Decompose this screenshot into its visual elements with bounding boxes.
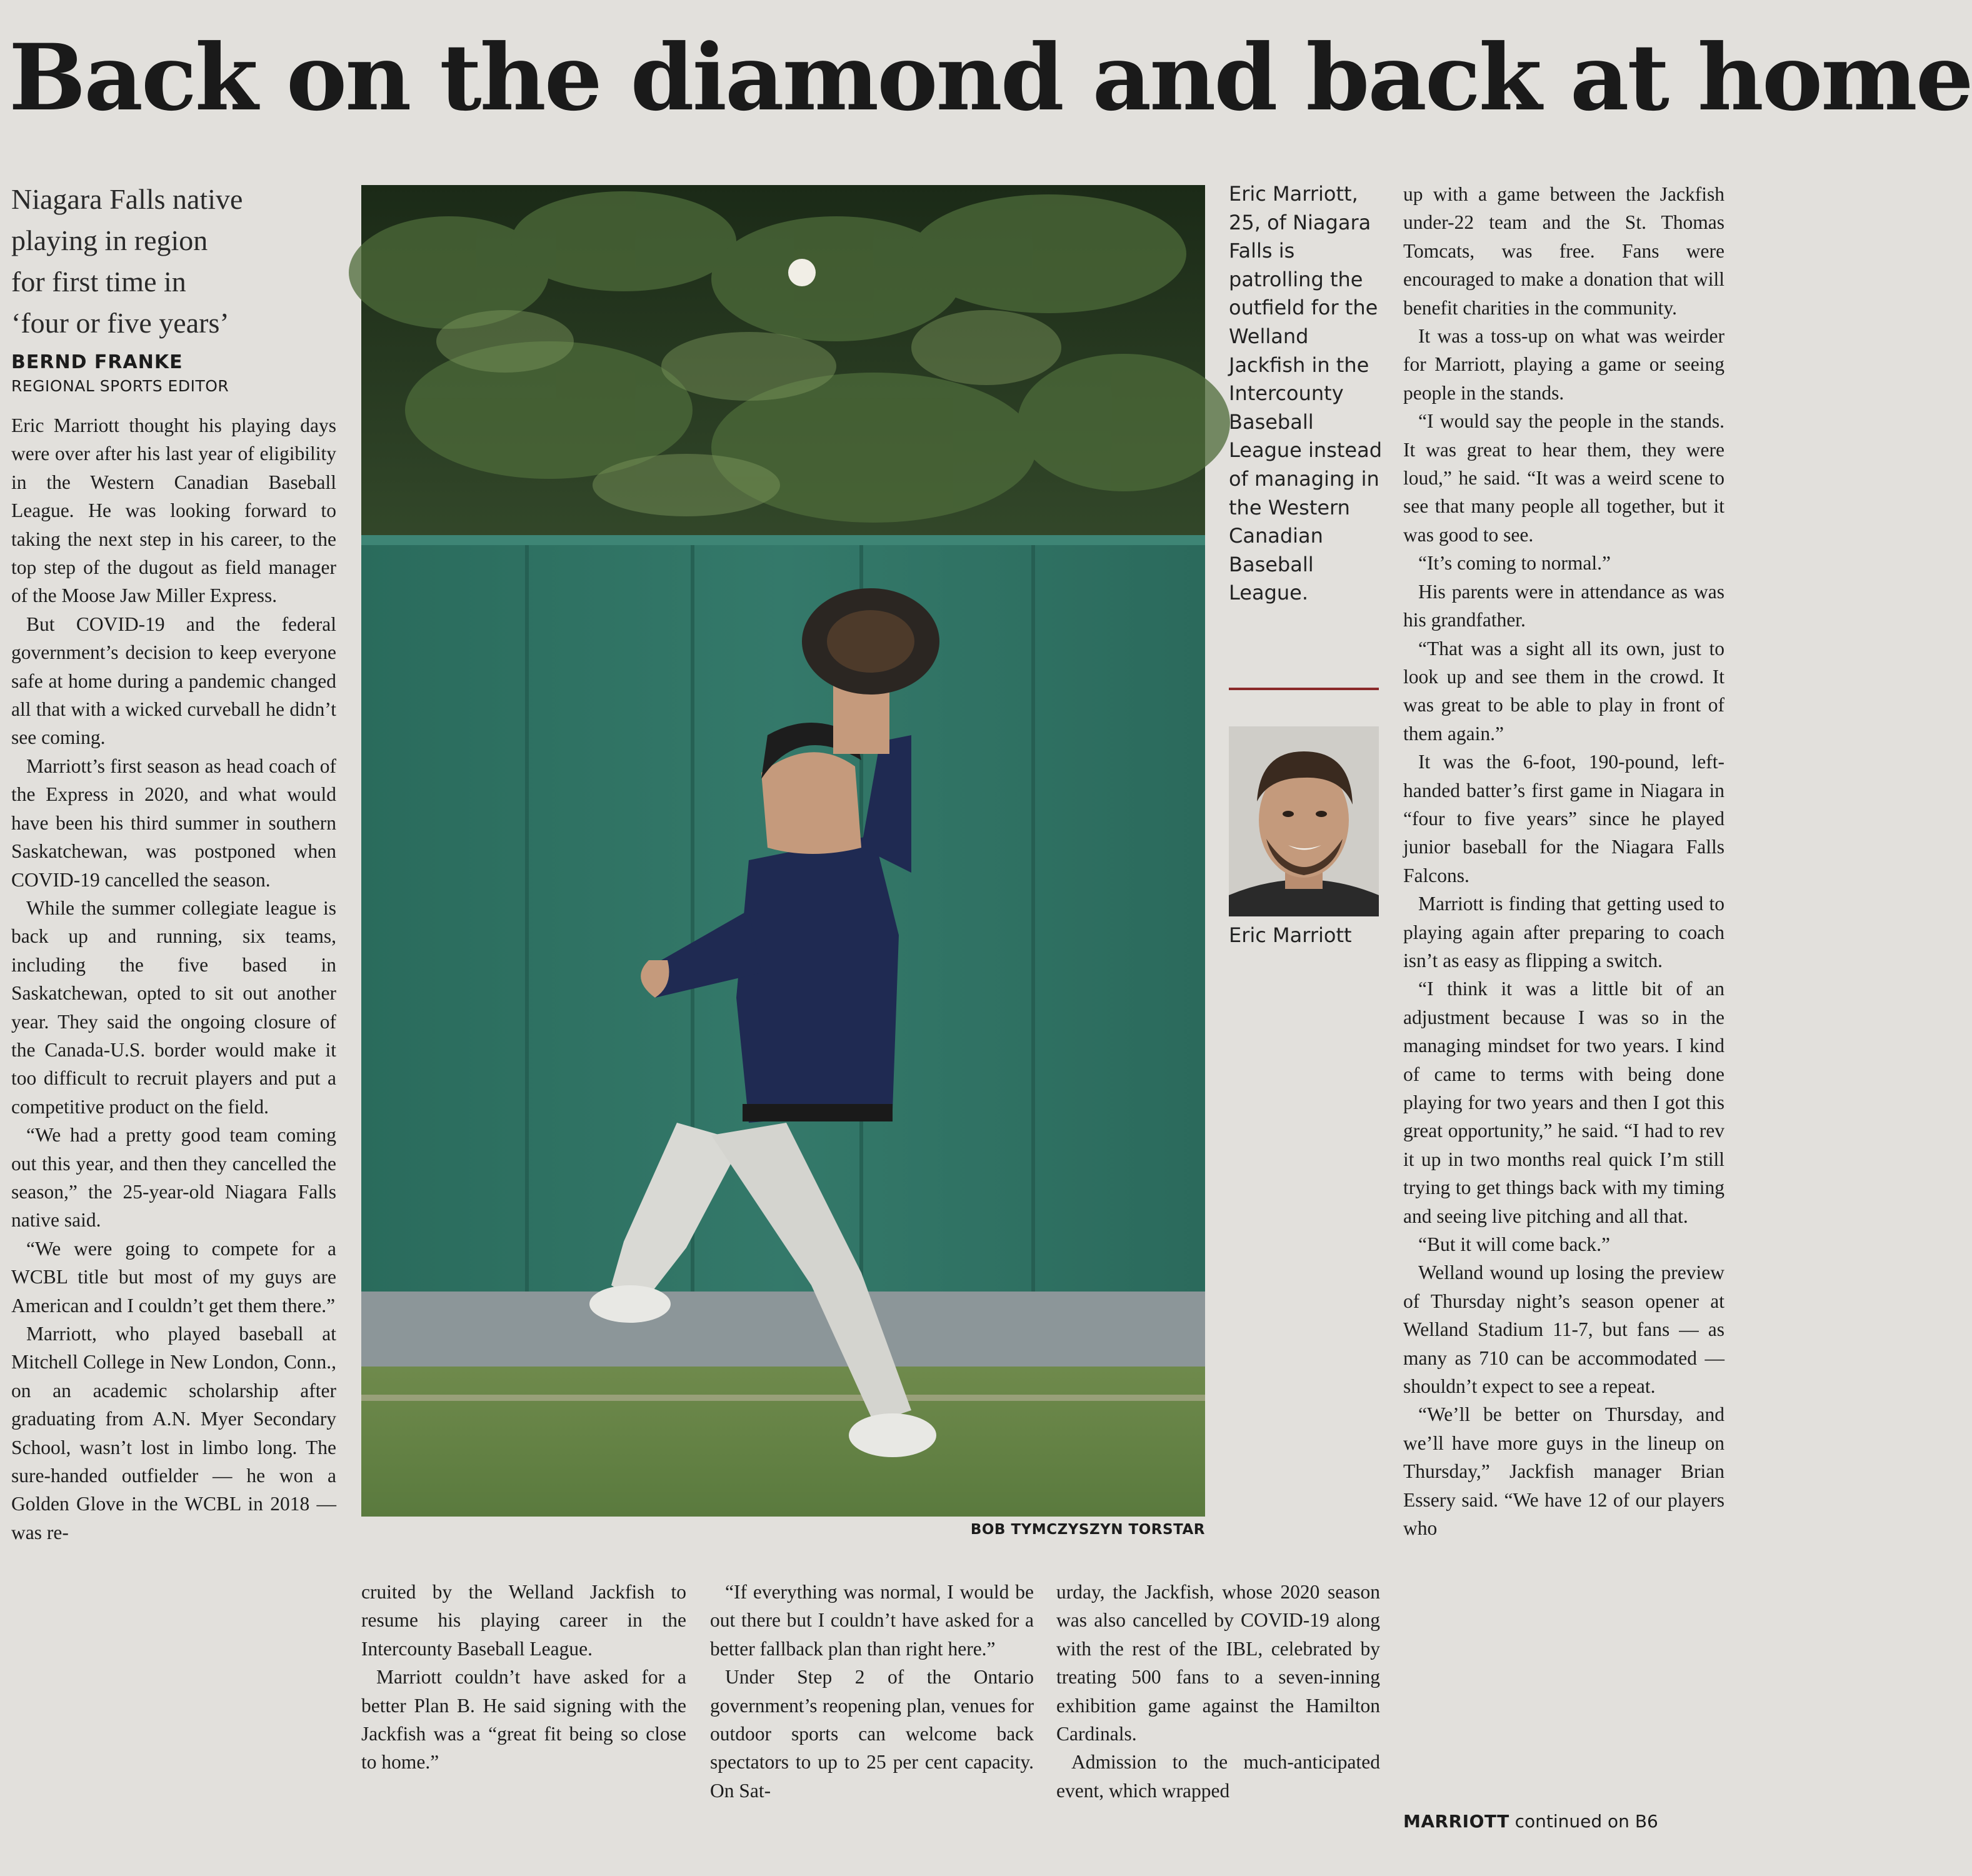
paragraph: Marriott is finding that getting used to playing again after preparing to coach isn’t as easy as flipping a switch.: [1403, 893, 1724, 971]
paragraph: Eric Marriott thought his playing days were over after his last year of eligibility in the Western Canadian Baseball League. He was looking forward to taking the next step in his career, to the top step of the dugout as field manager of the Moose Jaw Miller Express.: [11, 414, 336, 607]
paragraph: Under Step 2 of the Ontario government’s reopening plan, venues for outdoor sports can welcome back spectators to up to 25 per cent capacity. On Sat-: [710, 1666, 1034, 1802]
paragraph: “But it will come back.”: [1418, 1233, 1611, 1256]
article-column-5: [1403, 180, 1724, 1543]
paragraph: urday, the Jackfish, whose 2020 season was also cancelled by COVID-19 along with the rest of the IBL, celebrated by treating 500 fans to a seven-inning exhibition game against the Hamilton Cardinals.: [1056, 1581, 1380, 1745]
paragraph: Marriott’s first season as head coach of the Express in 2020, and what would have been his third summer in southern Saskatchewan, was postponed when COVID-19 cancelled the season.: [11, 755, 336, 891]
paragraph: It was the 6-foot, 190-pound, left-handed batter’s first game in Niagara in “four to five years” since he played junior baseball for the Niagara Falls Falcons.: [1403, 751, 1724, 886]
deck: [11, 179, 349, 344]
paragraph: “If everything was normal, I would be out there but I couldn’t have asked for a better fallback plan than right here.”: [710, 1581, 1034, 1660]
photo-credit: BOB TYMCZYSZYN TORSTAR: [970, 1522, 1205, 1538]
outfielder-catch-photo: [361, 185, 1205, 1517]
jump-text: continued on B6: [1509, 1811, 1658, 1832]
player-headshot: [1229, 726, 1379, 916]
cutline-divider: [1229, 688, 1379, 690]
paragraph: cruited by the Welland Jackfish to resume his playing career in the Intercounty Baseball League.: [361, 1581, 686, 1660]
paragraph: But COVID-19 and the federal government’s decision to keep everyone safe at home during a pandemic changed all that with a wicked curveball he didn’t see coming.: [11, 613, 336, 749]
paragraph: Marriott, who played baseball at Mitchell College in New London, Conn., on an academic scholarship after graduating from A.N. Myer Secondary School, wasn’t lost in limbo long. The sure-handed outfielder — he won a Golden Glove in the WCBL in 2018 — was re-: [11, 1323, 336, 1543]
jump-label: MARRIOTT: [1403, 1811, 1509, 1832]
paragraph: While the summer collegiate league is back up and running, six teams, including the five based in Saskatchewan, opted to sit out another year. They said the ongoing closure of the Canada-U.S. border would make it too difficult to recruit players and put a competitive product on the field.: [11, 896, 336, 1118]
paragraph: “It’s coming to normal.”: [1418, 552, 1611, 574]
continued-jump-line: [1403, 1809, 1728, 1834]
paragraph: “I would say the people in the stands. It was great to hear them, they were loud,” he said. “It was a weird scene to see that many people all together, but it was good to see.: [1403, 410, 1724, 546]
paragraph: “That was a sight all its own, just to look up and see them in the crowd. It was great to be able to play in front of them again.”: [1403, 637, 1724, 745]
photo-cutline: Eric Marriott, 25, of Niagara Falls is patrolling the outfield for the Welland Jackfish in the Intercounty Baseball League instead of managing in the Western Canadian Baseball League.: [1229, 182, 1383, 605]
paragraph: His parents were in attendance as was his grandfather.: [1403, 580, 1724, 631]
paragraph: Welland wound up losing the preview of Thursday night’s season opener at Welland Stadium 11-7, but fans — as many as 710 can be accommodated — shouldn’t expect to see a repeat.: [1403, 1262, 1724, 1398]
paragraph: It was a toss-up on what was weirder for Marriott, playing a game or seeing people in the stands.: [1403, 325, 1724, 404]
paragraph: “I think it was a little bit of an adjustment because I was so in the managing mindset for two years. I kind of came to terms with being done playing for two years and then I got this great opportunity,” he said. “I had to rev it up in two months real quick I’m still trying to get things back with my timing and seeing live pitching and all that.: [1403, 978, 1724, 1227]
article-column-4: [1056, 1578, 1380, 1805]
headline: Back on the diamond and back at home: [9, 24, 1972, 131]
paragraph: Marriott couldn’t have asked for a better Plan B. He said signing with the Jackfish was a “great fit being so close to home.”: [361, 1666, 686, 1773]
byline-name: BERND FRANKE: [11, 351, 183, 373]
byline: [11, 350, 349, 398]
paragraph: “We had a pretty good team coming out this year, and then they cancelled the season,” the 25-year-old Niagara Falls native said.: [11, 1124, 336, 1231]
deck-line: ‘four or five years’: [11, 307, 229, 339]
headshot-caption: Eric Marriott: [1229, 923, 1352, 947]
paragraph: Admission to the much-anticipated event, which wrapped: [1056, 1751, 1380, 1802]
deck-line: Niagara Falls native: [11, 183, 243, 215]
deck-line: playing in region: [11, 224, 208, 256]
paragraph: up with a game between the Jackfish under-22 team and the St. Thomas Tomcats, was free. Fans were encouraged to make a donation that will benefit charities in the community.: [1403, 183, 1724, 319]
byline-role: REGIONAL SPORTS EDITOR: [11, 377, 229, 395]
paragraph: “We were going to compete for a WCBL title but most of my guys are American and I couldn’t get them there.”: [11, 1237, 336, 1317]
deck-line: for first time in: [11, 266, 186, 298]
article-column-1: [11, 411, 336, 1547]
paragraph: “We’ll be better on Thursday, and we’ll have more guys in the lineup on Thursday,” Jackfish manager Brian Essery said. “We have 12 of our players who: [1403, 1403, 1724, 1540]
article-column-2: [361, 1578, 686, 1777]
article-column-3: [710, 1578, 1034, 1805]
